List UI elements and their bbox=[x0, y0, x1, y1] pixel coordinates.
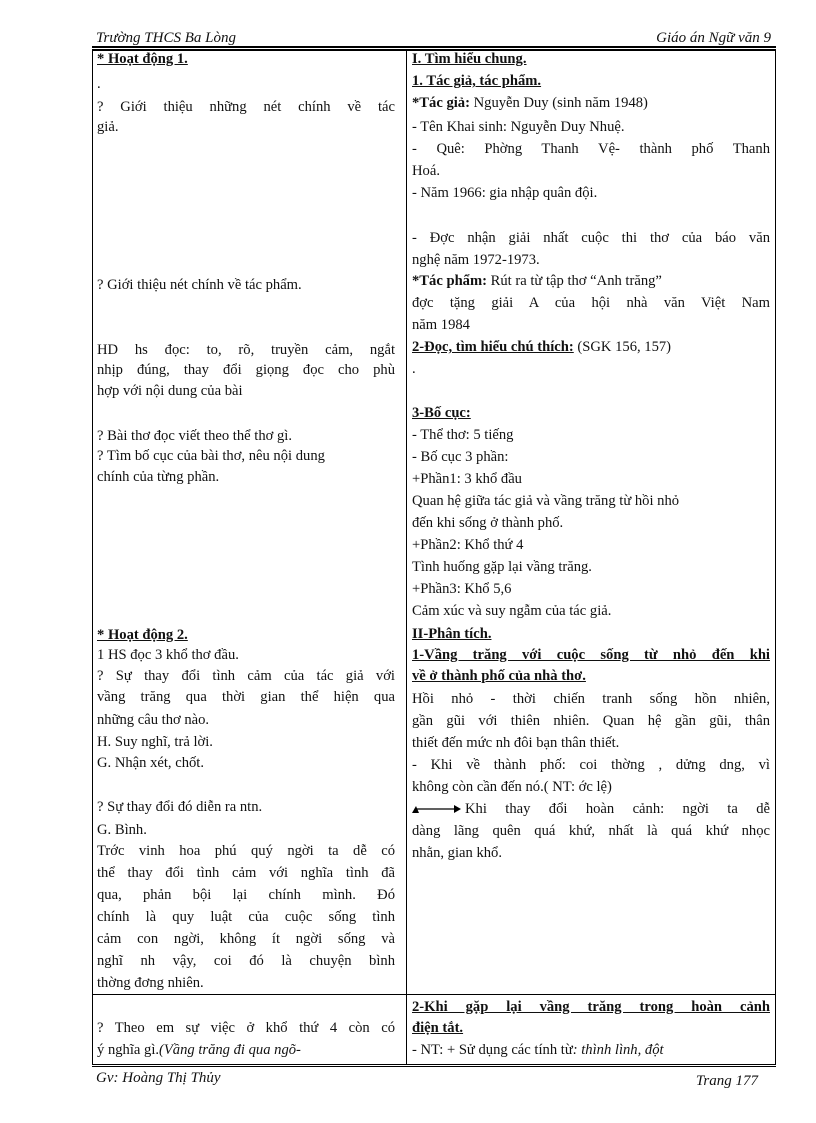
right-text: gần gũi với thiên nhiên. Quan hệ gần gũi, thân bbox=[412, 713, 770, 729]
right-text: dàng lãng quên quá khứ, nhất là quá khứ nhọc bbox=[412, 823, 770, 839]
arrow-right-icon bbox=[412, 803, 462, 815]
section-heading: 1-Vầng trăng với cuộc sống từ nhỏ đến khi bbox=[412, 647, 770, 663]
left-text: nghĩ nh vậy, coi đó là chuyện bình bbox=[97, 953, 395, 969]
left-text-plain: ý nghĩa gì. bbox=[97, 1042, 160, 1058]
right-text: - Quê: Phờng Thanh Vệ- thành phố Thanh bbox=[412, 141, 770, 157]
left-text: ? Bài thơ đọc viết theo thể thơ gì. bbox=[97, 428, 292, 444]
section-heading: II-Phân tích. bbox=[412, 626, 492, 642]
left-text: vầng trăng qua thời gian thể hiện qua bbox=[97, 689, 395, 705]
left-text: nhịp đúng, thay đổi giọng đọc cho phù bbox=[97, 362, 395, 378]
activity-2-heading: * Hoạt động 2. bbox=[97, 627, 188, 643]
right-text-plain: - NT: + Sử dụng các tính từ bbox=[412, 1042, 573, 1058]
left-text: chính là quy luật của cuộc sống tình bbox=[97, 909, 395, 925]
right-text: đợc tặng giải A của hội nhà văn Việt Nam bbox=[412, 295, 770, 311]
left-text bbox=[97, 1041, 395, 1060]
left-text: những câu thơ nào. bbox=[97, 712, 210, 728]
left-text: Trớc vinh hoa phú quý ngời ta dễ có bbox=[97, 843, 395, 859]
right-text bbox=[412, 272, 770, 291]
left-text: cảm con ngời, không ít ngời sống và bbox=[97, 931, 395, 947]
right-text: nhằn, gian khổ. bbox=[412, 845, 502, 861]
footer-rule bbox=[92, 1066, 776, 1067]
right-text-plain: Nguyễn Duy (sinh năm 1948) bbox=[469, 95, 648, 111]
section-heading: 3-Bố cục: bbox=[412, 405, 471, 421]
right-text-plain: Rút ra từ tập thơ “Anh trăng” bbox=[487, 273, 662, 289]
left-text: thể thay đổi tình cảm với nghĩa tình đã bbox=[97, 865, 395, 881]
activity-1-heading: * Hoạt động 1. bbox=[97, 51, 188, 67]
left-text: ? Theo em sự việc ở khổ thứ 4 còn có bbox=[97, 1020, 395, 1036]
row-divider bbox=[93, 994, 776, 995]
section-heading: 2-Khi gặp lại vầng trăng trong hoàn cảnh bbox=[412, 999, 770, 1015]
header-rule bbox=[92, 46, 776, 48]
left-text: HD hs đọc: to, rõ, truyền cảm, ngắt bbox=[97, 342, 395, 358]
right-text: - Khi về thành phố: coi thờng , dửng dng, vì bbox=[412, 757, 770, 773]
left-text: . bbox=[97, 76, 101, 92]
page-footer-left: Gv: Hoàng Thị Thủy bbox=[96, 1070, 221, 1086]
right-text: năm 1984 bbox=[412, 317, 470, 333]
right-text: Khi thay đổi hoàn cảnh: ngời ta dễ bbox=[465, 801, 770, 817]
page-header-right: Giáo án Ngữ văn 9 bbox=[656, 30, 771, 46]
right-text: Cảm xúc và suy ngẫm của tác giả. bbox=[412, 603, 612, 619]
right-text: - Thể thơ: 5 tiếng bbox=[412, 427, 514, 443]
right-text: - Đợc nhận giải nhất cuộc thi thơ của báo văn bbox=[412, 230, 770, 246]
right-text: +Phần3: Khổ 5,6 bbox=[412, 581, 512, 597]
section-heading: về ở thành phố của nhà thơ. bbox=[412, 668, 586, 684]
left-text-italic: (Vầng trăng đi qua ngõ- bbox=[159, 1042, 301, 1058]
right-text-plain: (SGK 156, 157) bbox=[573, 339, 672, 355]
lesson-table bbox=[92, 50, 776, 1065]
page-header-left: Trường THCS Ba Lòng bbox=[96, 30, 236, 46]
left-text: giả. bbox=[97, 119, 119, 135]
left-text: thờng đơng nhiên. bbox=[97, 975, 204, 991]
left-text: 1 HS đọc 3 khổ thơ đầu. bbox=[97, 647, 239, 663]
left-text: ? Sự thay đổi tình cảm của tác giả với bbox=[97, 668, 395, 684]
right-text bbox=[412, 94, 770, 113]
right-text: . bbox=[412, 361, 416, 377]
column-divider bbox=[406, 51, 407, 1064]
section-heading: điện tắt. bbox=[412, 1020, 464, 1036]
page-footer-right: Trang 177 bbox=[695, 1073, 758, 1089]
left-text: ? Giới thiệu những nét chính về tác bbox=[97, 99, 395, 115]
right-text bbox=[412, 338, 770, 357]
right-text: Quan hệ giữa tác giả và vầng trăng từ hồi nhỏ bbox=[412, 493, 680, 509]
left-text: chính của từng phần. bbox=[97, 469, 220, 485]
left-text: ? Sự thay đổi đó diễn ra ntn. bbox=[97, 799, 263, 815]
left-text: ? Giới thiệu nét chính về tác phẩm. bbox=[97, 277, 302, 293]
section-heading: I. Tìm hiểu chung. bbox=[412, 51, 527, 67]
right-text: - Tên Khai sinh: Nguyễn Duy Nhuệ. bbox=[412, 119, 625, 135]
right-text bbox=[412, 1041, 770, 1060]
right-text: thiết đến mức nh đôi bạn thân thiết. bbox=[412, 735, 620, 751]
right-text: đến khi sống ở thành phố. bbox=[412, 515, 564, 531]
right-text: nghệ năm 1972-1973. bbox=[412, 252, 540, 268]
section-heading: 1. Tác giả, tác phẩm. bbox=[412, 73, 542, 89]
right-text: Hoá. bbox=[412, 163, 440, 179]
section-heading: 2-Đọc, tìm hiểu chú thích: bbox=[412, 339, 574, 355]
label-work: *Tác phẩm: bbox=[412, 273, 487, 289]
right-text: không còn cần đến nó.( NT: ớc lệ) bbox=[412, 779, 612, 795]
right-text-italic: : thình lình, đột bbox=[572, 1042, 664, 1058]
left-text: G. Bình. bbox=[97, 822, 147, 838]
right-text: Hồi nhỏ - thời chiến tranh sống hồn nhiên, bbox=[412, 691, 770, 707]
left-text: G. Nhận xét, chốt. bbox=[97, 755, 204, 771]
left-text: qua, phản bội lại chính mình. Đó bbox=[97, 887, 395, 903]
left-text: H. Suy nghĩ, trả lời. bbox=[97, 734, 213, 750]
right-text: Tình huống gặp lại vầng trăng. bbox=[412, 559, 592, 575]
right-text: - Năm 1966: gia nhập quân đội. bbox=[412, 185, 598, 201]
label-author: *Tác giả: bbox=[412, 95, 470, 111]
left-text: ? Tìm bố cục của bài thơ, nêu nội dung bbox=[97, 448, 325, 464]
left-text: hợp với nội dung của bài bbox=[97, 383, 243, 399]
right-text: - Bố cục 3 phần: bbox=[412, 449, 509, 465]
right-text: +Phần2: Khổ thứ 4 bbox=[412, 537, 524, 553]
right-text: +Phần1: 3 khổ đầu bbox=[412, 471, 522, 487]
